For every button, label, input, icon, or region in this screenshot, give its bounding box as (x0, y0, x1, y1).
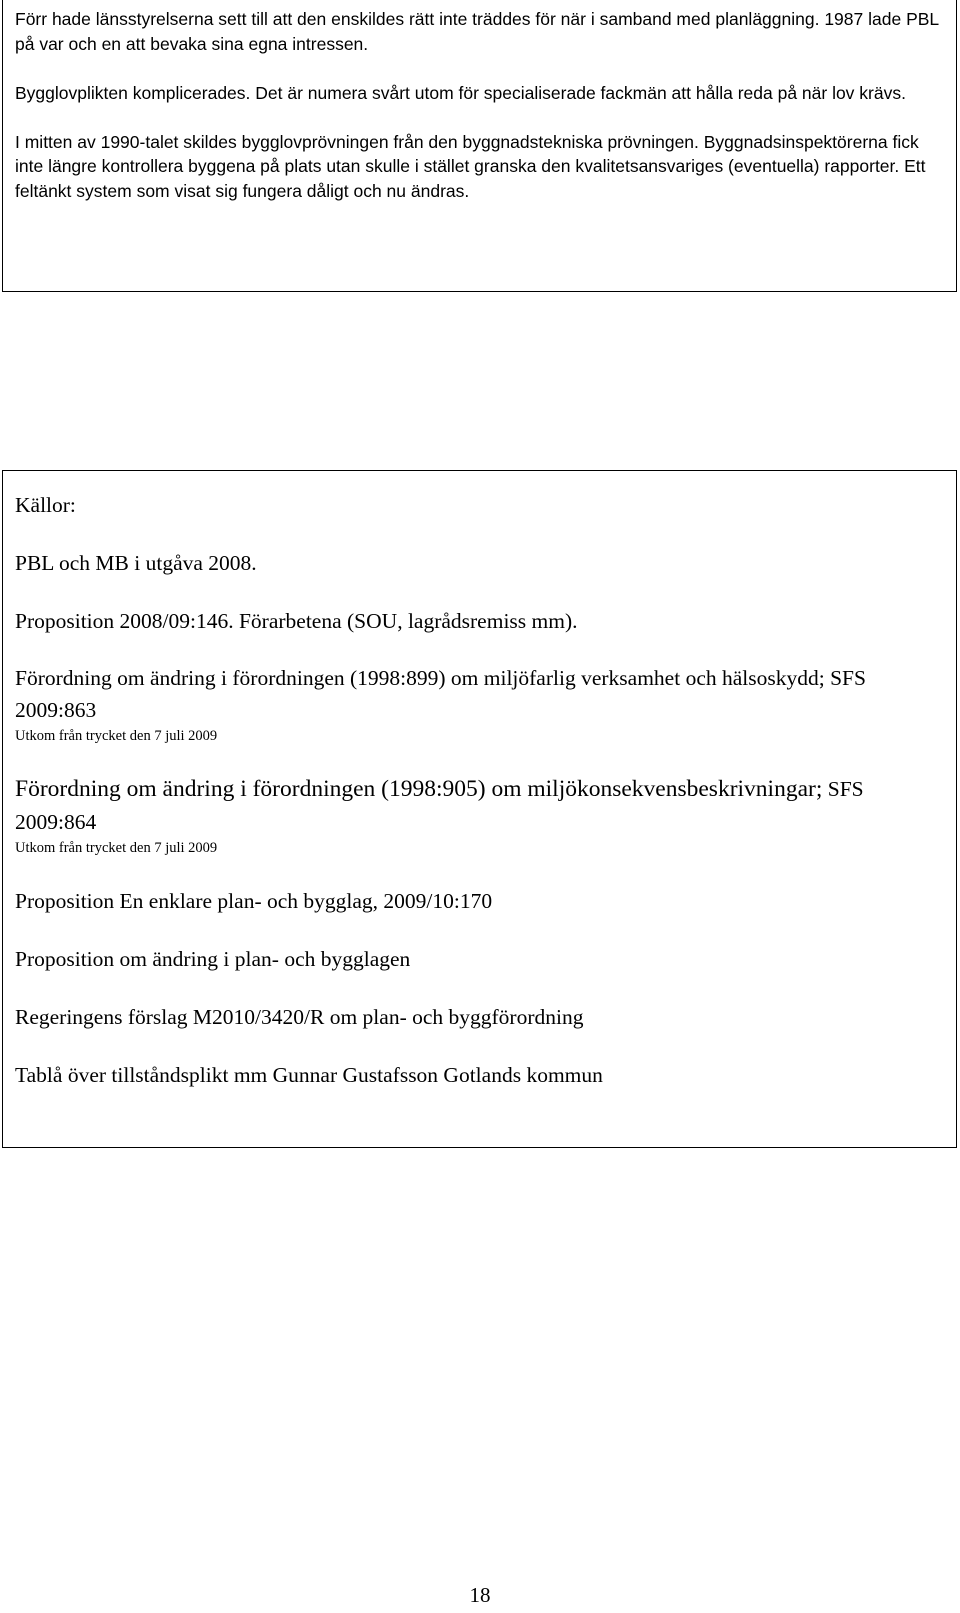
paragraph-planning: Förr hade länsstyrelserna sett till att den enskildes rätt inte träddes för när i samband med planläggning. 1987 lade PBL på var och en att bevaka sina egna intressen. (15, 9, 939, 54)
page-number: 18 (469, 1583, 491, 1607)
source-item-sfs-2009-864-sfs: SFS 2009:864 (15, 777, 864, 834)
source-item-sfs-2009-864 (15, 773, 940, 858)
source-item-sfs-2009-863 (15, 662, 940, 746)
source-item-tabla: Tablå över tillståndsplikt mm Gunnar Gustafsson Gotlands kommun (15, 1063, 603, 1087)
source-item-sfs-2009-864-title: Förordning om ändring i förordningen (1998:905) om miljökonsekvensbeskrivningar; (15, 776, 823, 802)
source-item-regeringens-forslag: Regeringens förslag M2010/3420/R om plan- och byggförordning (15, 1005, 584, 1029)
source-item-pbl-mb: PBL och MB i utgåva 2008. (15, 551, 257, 575)
sources-box (2, 470, 957, 1148)
source-item-sfs-2009-863-note: Utkom från trycket den 7 juli 2009 (15, 728, 218, 744)
source-item-sfs-2009-864-note: Utkom från trycket den 7 juli 2009 (15, 840, 218, 856)
source-item-proposition-2008: Proposition 2008/09:146. Förarbetena (SOU, lagrådsremiss mm). (15, 609, 578, 633)
paragraph-building-permit: Bygglovplikten komplicerades. Det är numera svårt utom för specialiserade fackmän att hålla reda på när lov krävs. (15, 82, 906, 103)
intro-text-box (2, 0, 957, 292)
source-item-sfs-2009-863-title: Förordning om ändring i förordningen (1998:899) om miljöfarlig verksamhet och hälsoskydd; SFS 2009:863 (15, 666, 866, 722)
sources-heading: Källor: (15, 493, 76, 517)
source-item-proposition-enklare: Proposition En enklare plan- och bygglag, 2009/10:170 (15, 889, 493, 913)
source-item-proposition-andring: Proposition om ändring i plan- och bygglagen (15, 947, 411, 971)
paragraph-inspection: I mitten av 1990-talet skildes bygglovprövningen från den byggnadstekniska prövningen. Byggnadsinspektörerna fick inte längre kontrollera byggena på plats utan skulle i stället granska den kvalitetsansvariges (eventuella) rapporter. Ett feltänkt system som visat sig fungera dåligt och nu ändras. (15, 131, 926, 201)
